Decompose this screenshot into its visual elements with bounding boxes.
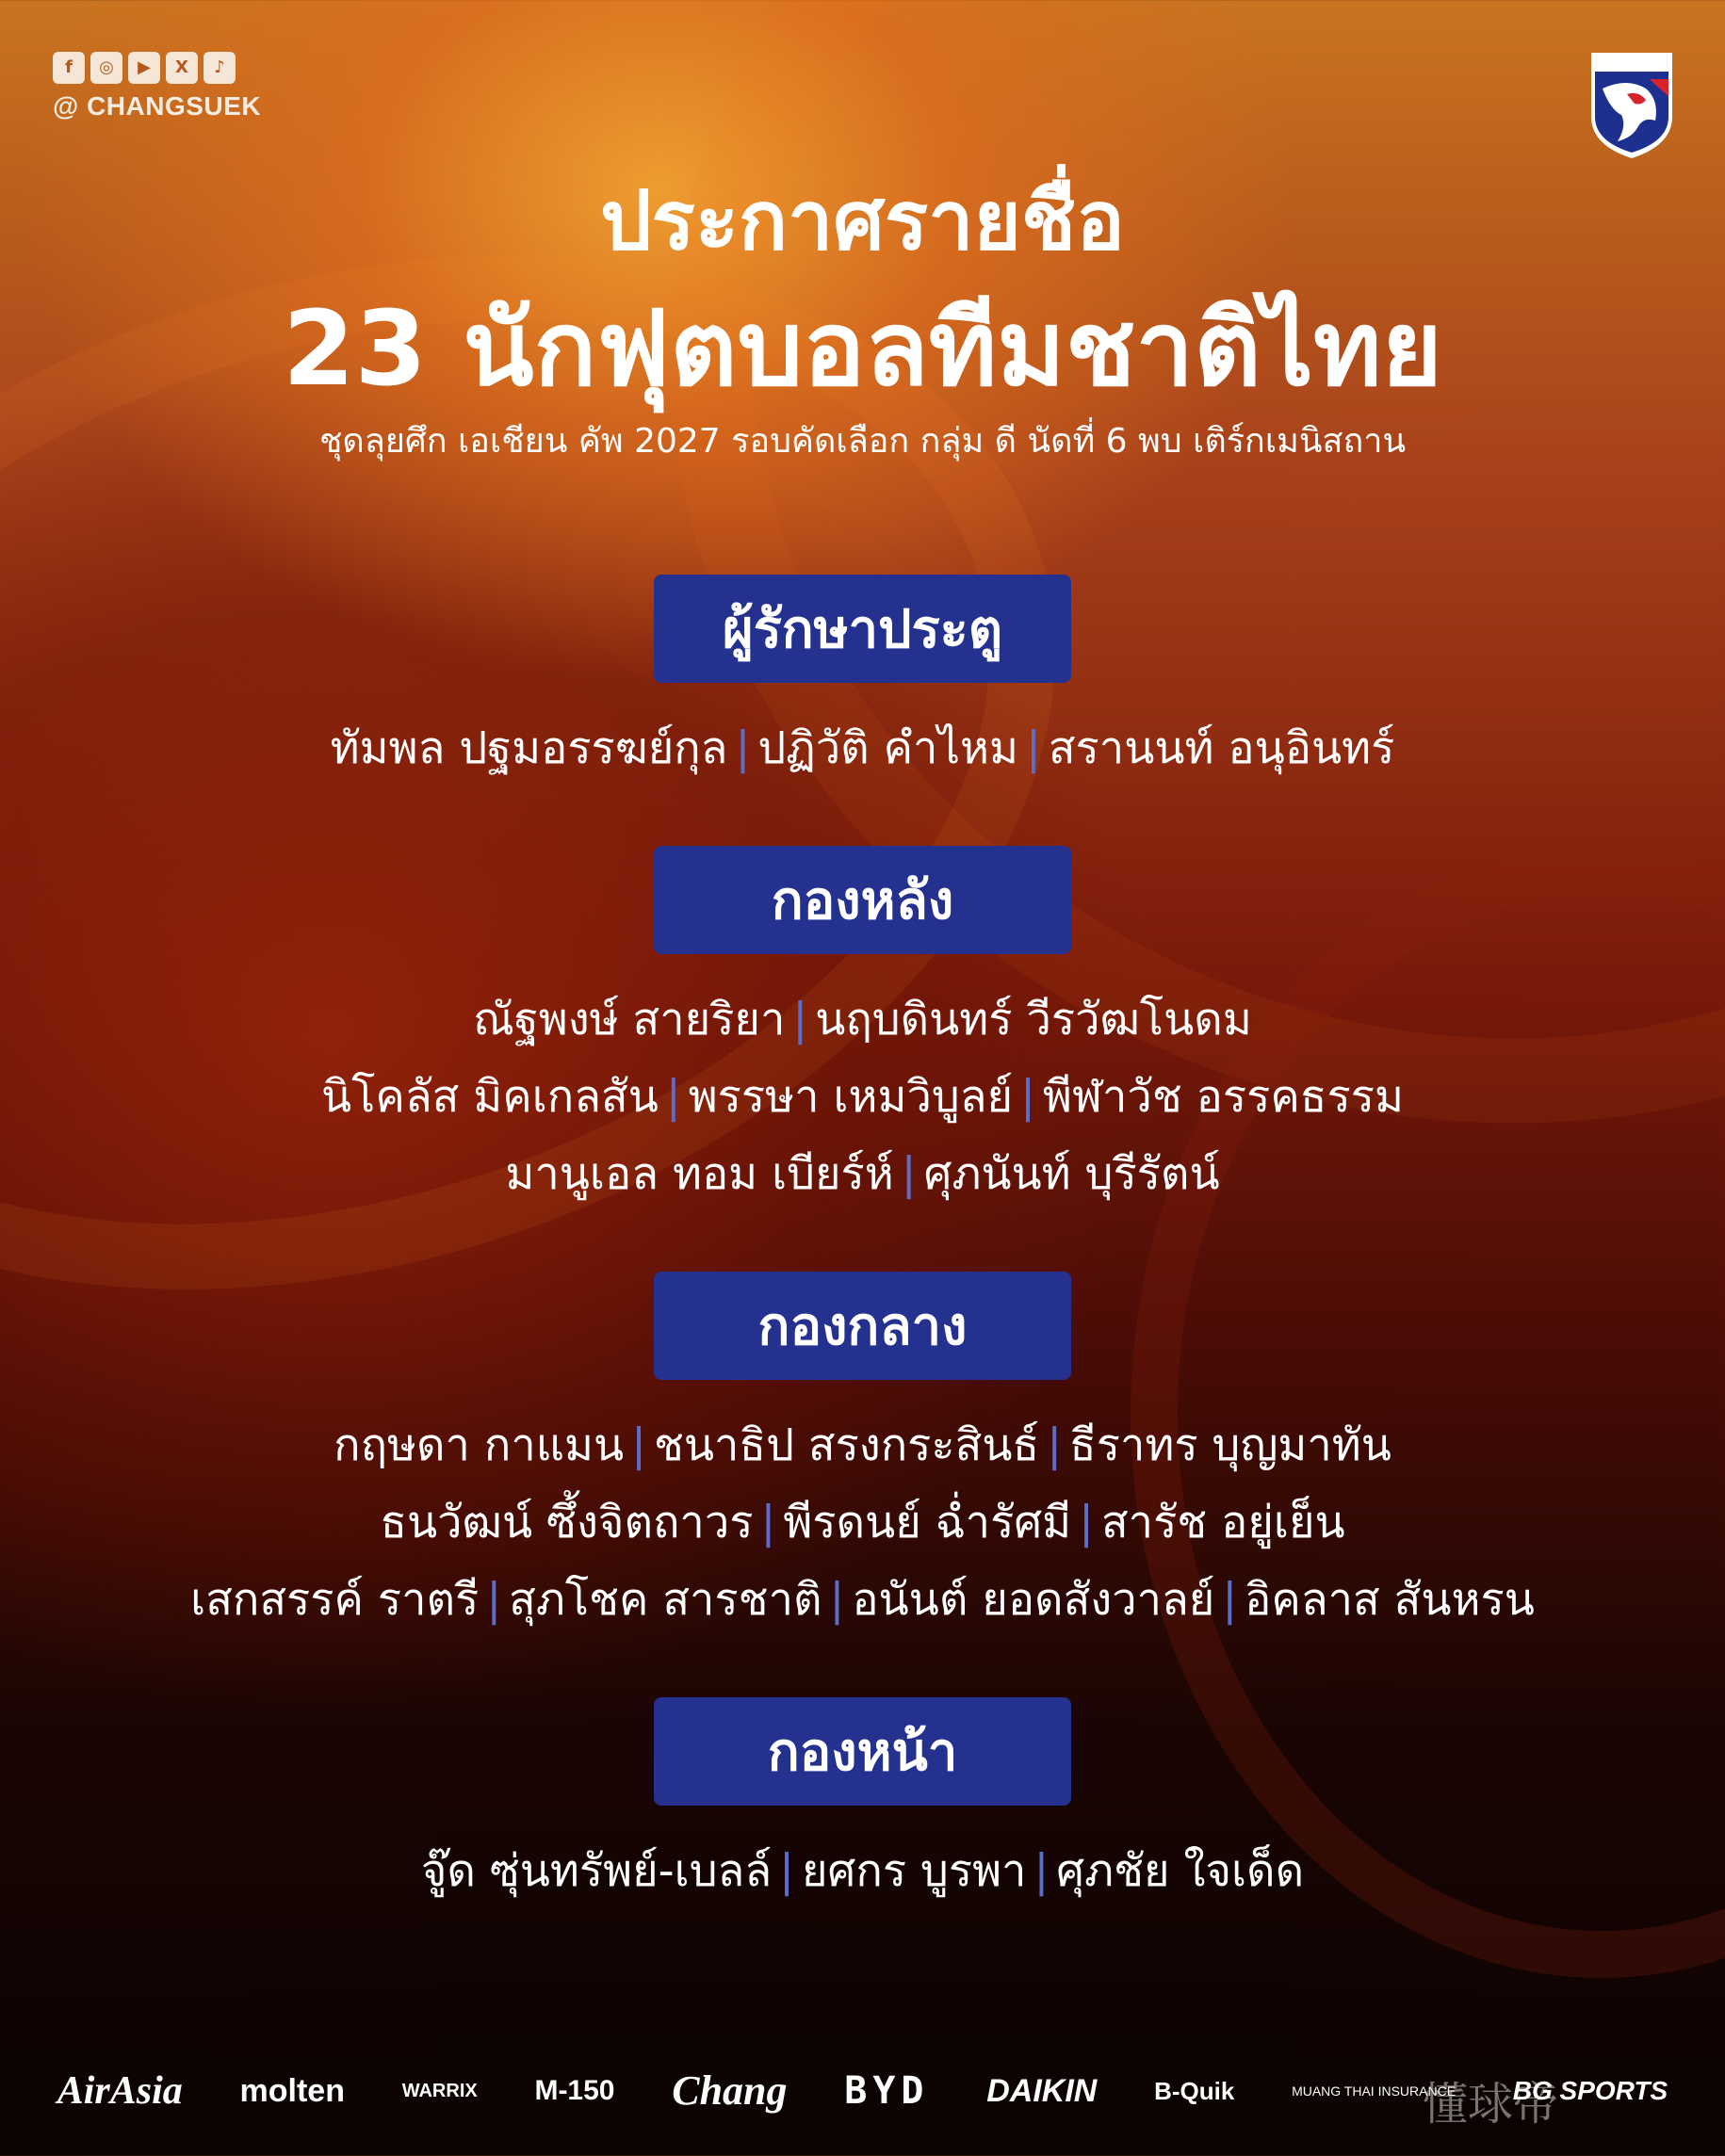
player-row [0, 1059, 1725, 1136]
name-separator: | [1026, 722, 1041, 774]
player-name: มานูเอล ทอม เบียร์ห์ [505, 1148, 894, 1200]
player-row [0, 1407, 1725, 1484]
player-name: ทัมพล ปฐมอรรฆย์กุล [330, 722, 728, 774]
player-name: พีฬาวัช อรรคธรรม [1042, 1071, 1404, 1123]
player-row [0, 981, 1725, 1059]
facebook-icon: f [53, 52, 85, 84]
name-separator: | [631, 1419, 646, 1471]
name-separator: | [760, 1497, 776, 1548]
position-header-midfielders: กองกลาง [654, 1272, 1071, 1380]
title-line-2: 23 นักฟุตบอลทีมชาติไทย [283, 288, 1442, 409]
player-name: อิคลาส สันหรน [1245, 1574, 1535, 1626]
title-line-1: ประกาศรายชื่อ [600, 174, 1125, 268]
bg-sports-logo: BG SPORTS [1512, 2076, 1668, 2105]
player-row [0, 1833, 1725, 1910]
youtube-icon: ▶ [128, 52, 160, 84]
subtitle: ชุดลุยศึก เอเชียน คัพ 2027 รอบคัดเลือก กลุ่ม ดี นัดที่ 6 พบ เติร์กเมนิสถาน [318, 422, 1407, 461]
players-forwards [0, 1833, 1725, 1910]
player-name: ธีราทร บุญมาทัน [1069, 1419, 1391, 1471]
bquik-logo: B-Quik [1154, 2077, 1235, 2105]
social-block [53, 52, 261, 122]
name-separator: | [1222, 1574, 1238, 1626]
player-name: สุภโชค สารชาติ [509, 1574, 822, 1626]
chang-logo: Chang [672, 2067, 788, 2114]
player-name: กฤษดา กาแมน [334, 1419, 625, 1471]
m150-logo: M-150 [534, 2075, 615, 2106]
name-separator: | [1079, 1497, 1094, 1548]
name-separator: | [665, 1071, 681, 1123]
player-row [0, 1484, 1725, 1562]
player-name: นฤบดินทร์ วีรวัฒโนดม [815, 994, 1252, 1046]
tiktok-icon: ♪ [203, 52, 236, 84]
byd-logo: BYD [844, 2069, 930, 2113]
watermark: 懂球帝 [1423, 2078, 1559, 2131]
name-separator: | [779, 1845, 794, 1897]
molten-logo: molten [239, 2073, 345, 2109]
player-name: อนันต์ ยอดสังวาลย์ [852, 1574, 1215, 1626]
player-name: พรรษา เหมวิบูลย์ [688, 1071, 1014, 1123]
name-separator: | [486, 1574, 502, 1626]
name-separator: | [829, 1574, 845, 1626]
position-header-goalkeepers: ผู้รักษาประตู [654, 575, 1071, 683]
social-icons [53, 52, 261, 84]
position-header-forwards: กองหน้า [654, 1697, 1071, 1806]
position-header-defenders: กองหลัง [654, 846, 1071, 954]
player-row [0, 1562, 1725, 1639]
muang-thai-logo: MUANG THAI INSURANCE [1292, 2083, 1456, 2099]
warrix-logo: WARRIX [401, 2081, 478, 2101]
daikin-logo: DAIKIN [986, 2073, 1098, 2109]
player-name: ปฏิวัติ คำไหม [757, 722, 1019, 774]
player-name: สรานนท์ อนุอินทร์ [1048, 722, 1395, 774]
name-separator: | [1047, 1419, 1063, 1471]
player-name: ยศกร บูรพา [801, 1845, 1027, 1897]
player-name: ธนวัฒน์ ซึ้งจิตถาวร [380, 1497, 754, 1548]
players-goalkeepers [0, 710, 1725, 787]
player-name: สารัช อยู่เย็น [1100, 1497, 1345, 1548]
player-name: นิโคลัส มิคเกลสัน [321, 1071, 659, 1123]
social-handle: @ CHANGSUEK [53, 91, 262, 121]
name-separator: | [1020, 1071, 1035, 1123]
player-name: ศุภนันท์ บุรีรัตน์ [923, 1148, 1220, 1200]
players-midfielders [0, 1407, 1725, 1639]
player-name: จู๊ด ซุ่นทรัพย์-เบลล์ [420, 1845, 773, 1897]
player-name: พีรดนย์ ฉ่ำรัศมี [783, 1497, 1072, 1548]
player-name: เสกสรรค์ ราตรี [190, 1574, 480, 1626]
player-name: ณัฐพงษ์ สายริยา [473, 994, 786, 1046]
x-icon: X [166, 52, 198, 84]
player-name: ชนาธิป สรงกระสินธ์ [653, 1419, 1040, 1471]
fa-thailand-crest [1589, 51, 1674, 160]
players-defenders [0, 981, 1725, 1213]
name-separator: | [1033, 1845, 1050, 1897]
name-separator: | [901, 1148, 917, 1200]
name-separator: | [792, 994, 808, 1046]
name-separator: | [735, 722, 751, 774]
airasia-logo: AirAsia [57, 2069, 183, 2113]
instagram-icon: ◎ [90, 52, 122, 84]
player-row [0, 1136, 1725, 1213]
player-row [0, 710, 1725, 787]
crest-label: THAILAND [1598, 53, 1666, 68]
player-name: ศุภชัย ใจเด็ด [1056, 1845, 1305, 1897]
